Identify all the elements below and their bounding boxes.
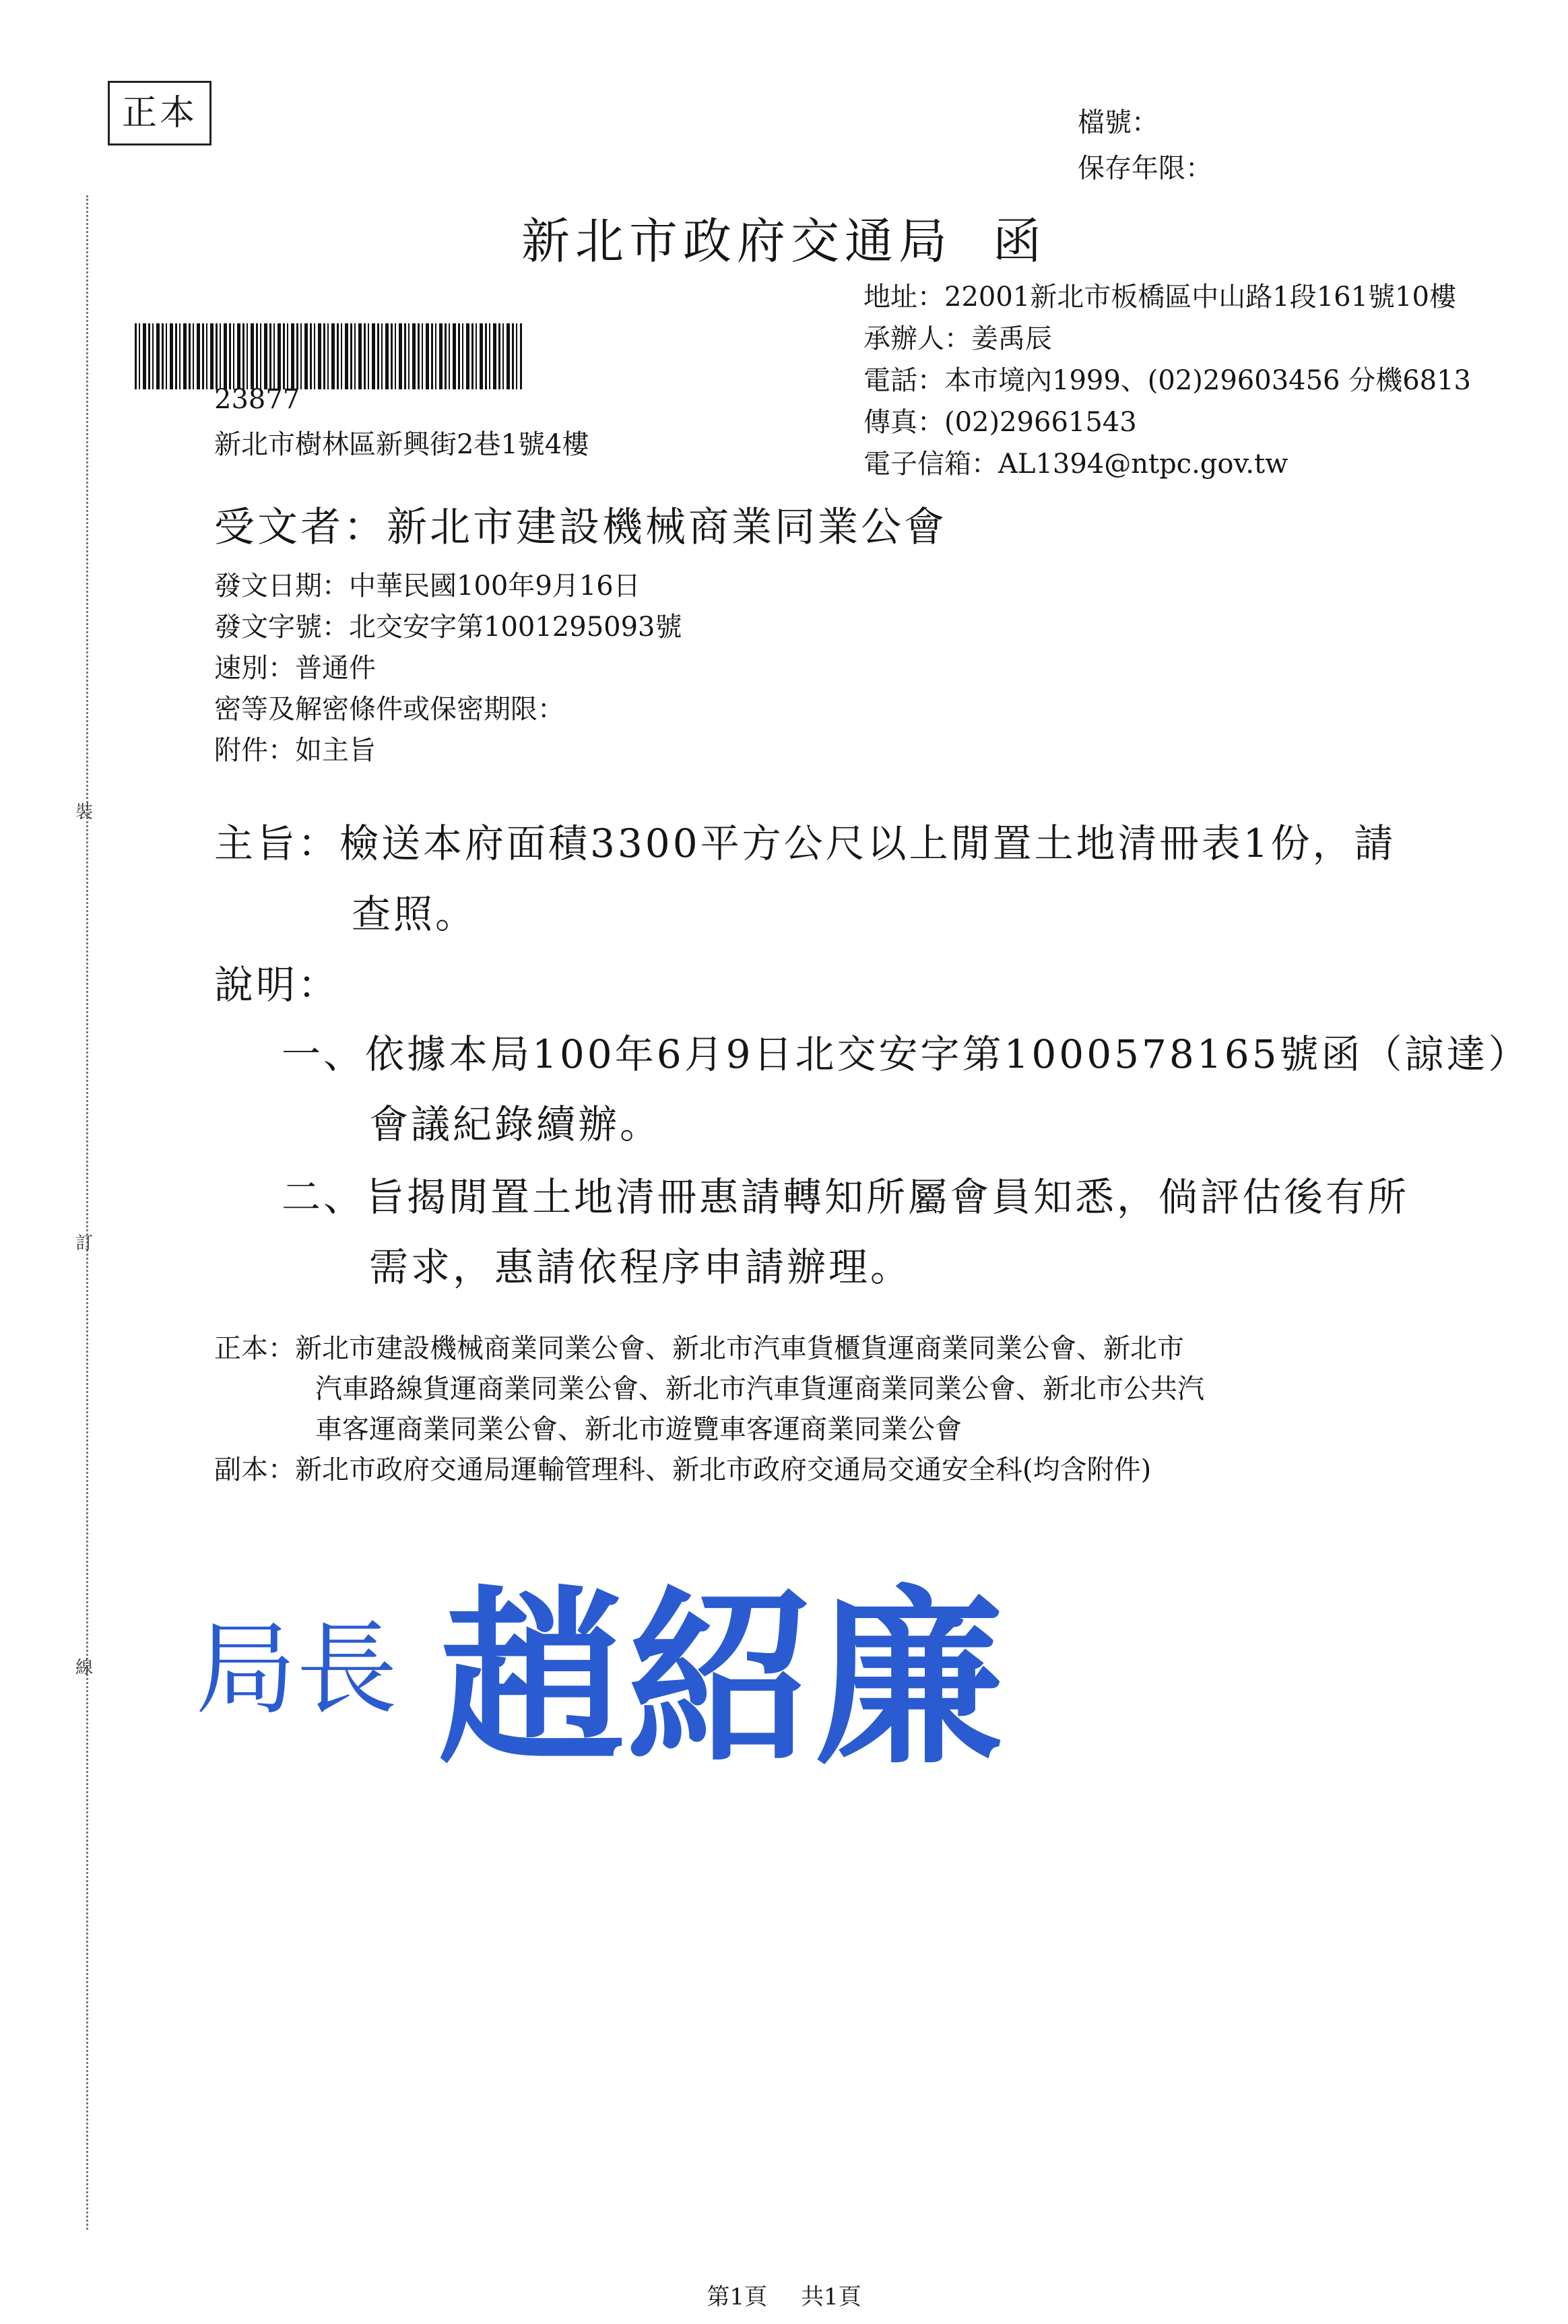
document-title <box>0 202 1568 272</box>
binding-margin-line <box>86 195 88 2230</box>
addressee: 受文者：新北市建設機械商業同業公會 <box>214 504 947 551</box>
attachment: 附件：如主旨 <box>214 735 376 766</box>
description-item-2-line-2: 需求，惠請依程序申請辦理。 <box>369 1244 913 1290</box>
document-number: 發文字號：北交安字第1001295093號 <box>214 612 682 643</box>
issue-date: 發文日期：中華民國100年9月16日 <box>214 571 641 602</box>
description-item-1-line-2: 會議紀錄續辦。 <box>369 1101 662 1147</box>
copy-type-stamp: 正本 <box>108 81 211 146</box>
recipient-postal-code: 23877 <box>214 384 300 415</box>
contact-address: 地址：22001新北市板橋區中山路1段161號10樓 <box>863 282 1456 313</box>
description-item-2-line-1: 二、旨揭閒置土地清冊惠請轉知所屬會員知悉，倘評估後有所 <box>282 1174 1410 1220</box>
recipient-address: 新北市樹林區新興街2巷1號4樓 <box>214 429 589 460</box>
original-recipients-line-3: 車客運商業同業公會、新北市遊覽車客運商業同業公會 <box>315 1414 962 1445</box>
distribution-block <box>214 1328 1204 1490</box>
page-footer <box>0 2278 1568 2311</box>
binding-mark-zhuang: 裝 <box>75 802 94 822</box>
copy-recipients-line-1: 副本：新北市政府交通局運輸管理科、新北市政府交通局交通安全科(均含附件) <box>214 1454 1152 1485</box>
contact-officer: 承辦人：姜禹辰 <box>863 323 1052 354</box>
file-meta <box>1078 100 1212 191</box>
file-no-label: 檔號： <box>1078 107 1158 138</box>
description-label: 說明： <box>214 962 340 1008</box>
original-recipients-line-1: 正本：新北市建設機械商業同業公會、新北市汽車貨櫃貨運商業同業公會、新北市 <box>214 1333 1184 1364</box>
contact-fax: 傳真：(02)29661543 <box>863 407 1137 438</box>
confidentiality: 密等及解密條件或保密期限： <box>214 694 564 725</box>
page-total: 共1頁 <box>801 2284 861 2311</box>
contact-phone: 電話：本市境內1999、(02)29603456 分機6813 <box>863 365 1472 396</box>
signature-name: 趙紹廉 <box>438 1570 1004 1790</box>
delivery-speed: 速別：普通件 <box>214 653 376 684</box>
binding-mark-xian: 線 <box>75 1658 94 1678</box>
director-signature-stamp <box>195 1570 1004 1792</box>
page-number: 第1頁 <box>707 2284 767 2311</box>
retention-label: 保存年限： <box>1078 153 1212 184</box>
binding-mark-ding: 訂 <box>75 1233 94 1254</box>
document-meta <box>214 566 682 771</box>
contact-email: 電子信箱：AL1394@ntpc.gov.tw <box>863 449 1288 480</box>
signature-title: 局長 <box>195 1611 398 1729</box>
subject-line-2: 查照。 <box>352 891 478 937</box>
agency-name: 新北市政府交通局 <box>521 213 952 269</box>
contact-block <box>863 276 1471 485</box>
subject-line-1: 主旨：檢送本府面積3300平方公尺以上閒置土地清冊表1份，請 <box>214 820 1396 866</box>
document-type: 函 <box>993 213 1047 269</box>
description-item-1-line-1: 一、依據本局100年6月9日北交安字第1000578165號函（諒達） <box>282 1031 1530 1077</box>
original-recipients-line-2: 汽車路線貨運商業同業公會、新北市汽車貨運商業同業公會、新北市公共汽 <box>315 1374 1204 1405</box>
mail-barcode <box>135 323 522 389</box>
